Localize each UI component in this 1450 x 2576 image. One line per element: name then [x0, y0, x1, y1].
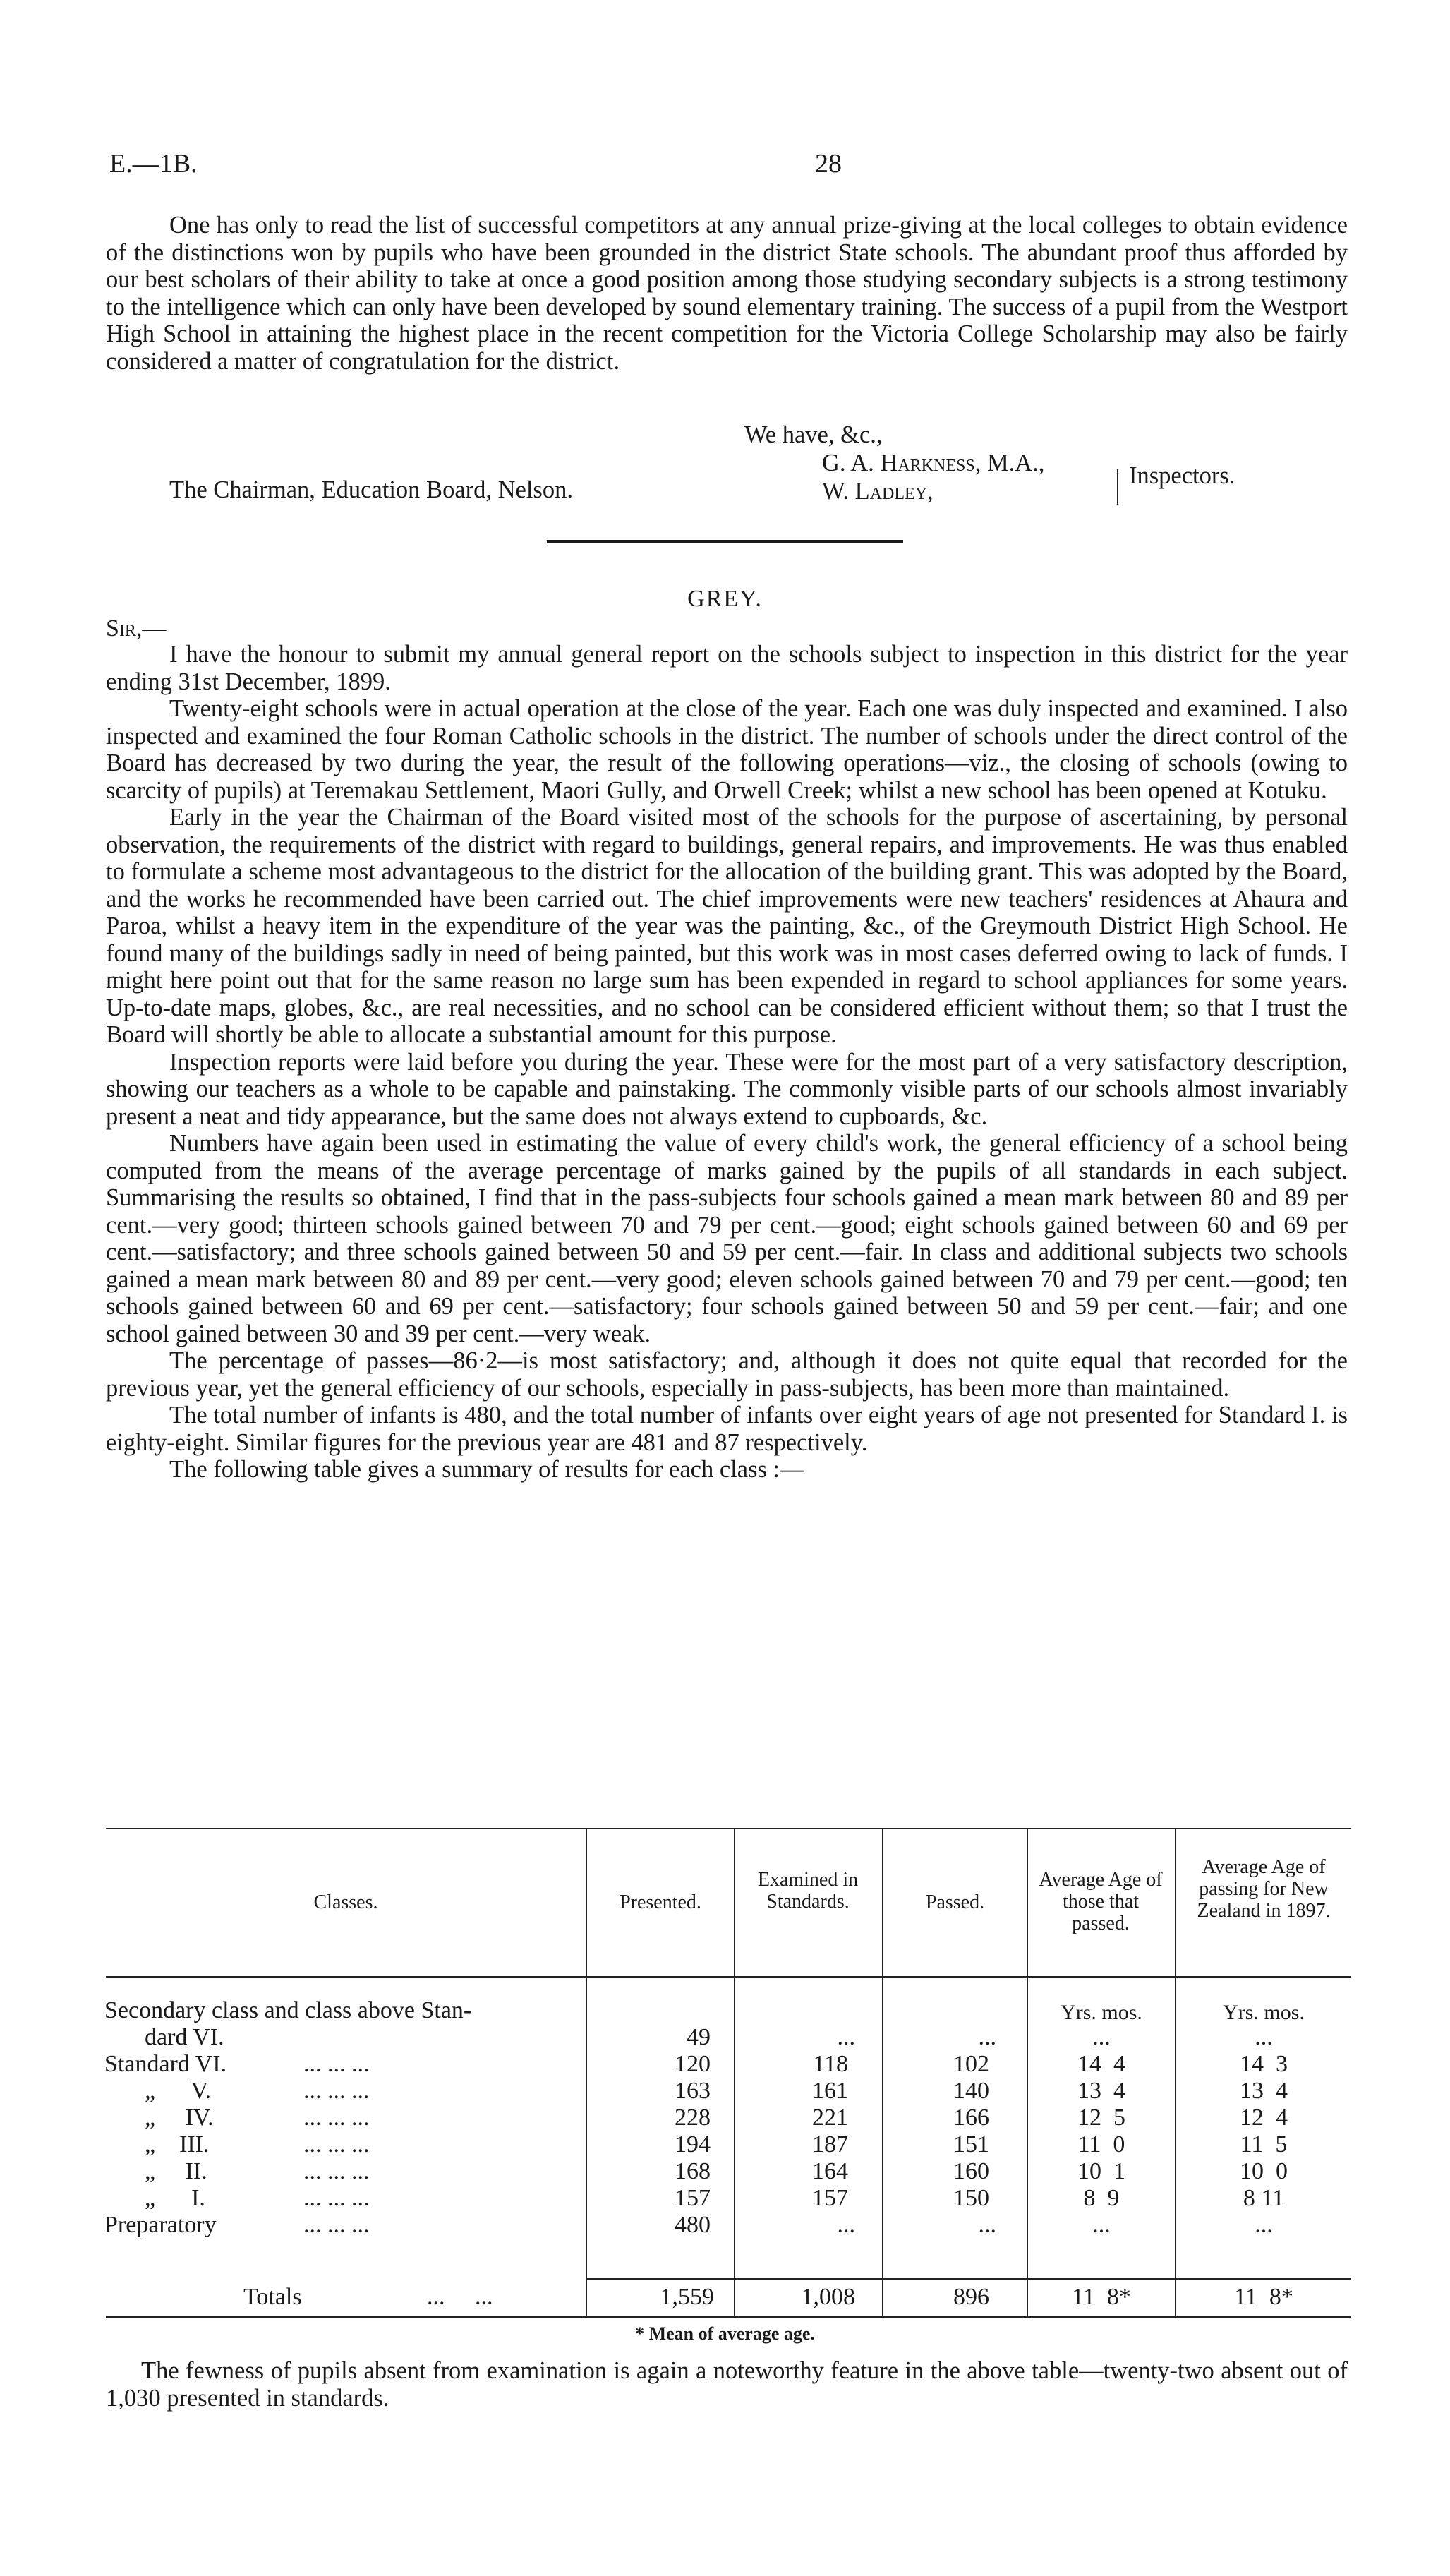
row-leader-dots: ... ... ...	[303, 2051, 370, 2077]
signoff-role: Inspectors.	[1129, 462, 1235, 489]
cell-examined: 157	[812, 2185, 848, 2211]
header-examined: Examined in Standards.	[757, 1869, 859, 1913]
signoff-inspector-2: W. Ladley,	[822, 478, 934, 505]
header-classes: Classes.	[313, 1891, 378, 1913]
signoff-addressee: The Chairman, Education Board, Nelson.	[169, 476, 573, 503]
header-average-age: Average Age of those that passed.	[1039, 1869, 1163, 1934]
section-title: GREY.	[687, 586, 763, 612]
row-leader-dots: ... ... ...	[303, 2185, 370, 2211]
report-paragraph: The total number of infants is 480, and the total number of infants over eight years of age not presented for Standard I. is eighty-eight. Similar figures for the previous year are 481 and 87 respectively.	[106, 1402, 1348, 1456]
cell-average-age: ...	[1092, 2212, 1111, 2238]
row-label: „ IV.	[145, 2105, 214, 2131]
cell-examined: 221	[812, 2105, 848, 2131]
document-reference: E.—1B.	[109, 149, 198, 179]
cell-average-age: 8 9	[1083, 2185, 1120, 2211]
report-paragraph: Twenty-eight schools were in actual operation at the close of the year. Each one was duly inspected and examined. I also inspected and examined the four Roman Catholic schools in the district. The number of schools under the direct control of the Board has decreased by two during the year, the result of the following operations—viz., the closing of schools (owing to scarcity of pupils) at Teremakau Settlement, Maori Gully, and Orwell Creek; whilst a new school has been opened at Kotuku.	[106, 695, 1348, 804]
cell-examined: 161	[812, 2078, 848, 2104]
cell-average-age-nz: ...	[1255, 2024, 1273, 2050]
report-paragraph: The percentage of passes—86·2—is most satisfactory; and, although it does not quite equal that recorded for the previous year, yet the general efficiency of our schools, especially in pass-subjects, has been more than maintained.	[106, 1347, 1348, 1402]
cell-passed: 140	[953, 2078, 989, 2104]
report-paragraph: Inspection reports were laid before you during the year. These were for the most part of a very satisfactory description, showing our teachers as a whole to be capable and painstaking. The commonly visible parts of our schools almost invariably present a neat and tidy appearance, but the same does not always extend to cupboards, &c.	[106, 1048, 1348, 1130]
table-footnote: * Mean of average age.	[635, 2323, 815, 2344]
cell-passed: 160	[953, 2158, 989, 2184]
cell-examined: ...	[837, 2212, 855, 2238]
row-leader-dots: ... ... ...	[303, 2078, 370, 2104]
cell-examined: 164	[812, 2158, 848, 2184]
page-number: 28	[815, 149, 842, 179]
total-passed: 896	[953, 2284, 989, 2310]
cell-presented: 480	[675, 2212, 711, 2238]
row-leader-dots: ... ... ...	[303, 2131, 370, 2157]
cell-passed: 102	[953, 2051, 989, 2077]
cell-passed: 166	[953, 2105, 989, 2131]
totals-label: Totals	[243, 2284, 302, 2310]
totals-leader-dots: ... ...	[427, 2284, 493, 2310]
cell-examined: 118	[813, 2051, 848, 2077]
row-label: Preparatory	[104, 2212, 217, 2238]
cell-presented: 157	[675, 2185, 711, 2211]
header-passed: Passed.	[925, 1891, 985, 1913]
row-label: Standard VI.	[104, 2051, 227, 2077]
report-paragraph: Early in the year the Chairman of the Board visited most of the schools for the purpose of ascertaining, by personal observation, the requirements of the district with regard to buildings, general repairs, and improvements. He was thus enabled to formulate a scheme most advantageous to the district for the allocation of the building grant. This was adopted by the Board, and the works he recommended have been carried out. The chief improvements were new teachers' residences at Ahaura and Paroa, whilst a heavy item in the expenditure of the year was the painting, &c., of the Greymouth District High School. He found many of the buildings sadly in need of being painted, but this work was in most cases deferred owing to lack of funds. I might here point out that for the same reason no large sum has been expended in regard to school appliances for some years. Up-to-date maps, globes, &c., are real necessities, and no school can be considered efficient without them; so that I trust the Board will shortly be able to allocate a substantial amount for this purpose.	[106, 804, 1348, 1048]
cell-average-age-nz: 13 4	[1240, 2078, 1288, 2104]
row-leader-dots: ... ... ...	[303, 2158, 370, 2184]
cell-presented: 120	[675, 2051, 711, 2077]
row-leader-dots: ... ... ...	[303, 2105, 370, 2131]
cell-examined: 187	[812, 2131, 848, 2157]
closing-section	[106, 2357, 1348, 2412]
total-examined: 1,008	[801, 2284, 855, 2310]
row-label: Secondary class and class above Stan-	[104, 1997, 472, 2023]
report-paragraph: I have the honour to submit my annual general report on the schools subject to inspection in this district for the year ending 31st December, 1899.	[106, 641, 1348, 695]
row-label: dard VI.	[145, 2024, 224, 2050]
report-body	[106, 641, 1348, 1483]
cell-average-age-nz: 14 3	[1240, 2051, 1288, 2077]
cell-average-age: 10 1	[1077, 2158, 1125, 2184]
signoff-brace	[1117, 469, 1125, 505]
report-paragraph: Numbers have again been used in estimating the value of every child's work, the general efficiency of a school being computed from the means of the average percentage of marks gained by the pupils of all standards in each subject. Summarising the results so obtained, I find that in the pass-subjects four schools gained a mean mark between 80 and 89 per cent.—very good; thirteen schools gained between 70 and 79 per cent.—good; eight schools gained between 60 and 69 per cent.—satisfactory; and three schools gained between 50 and 59 per cent.—fair. In class and additional subjects two schools gained a mean mark between 80 and 89 per cent.—very good; eleven schools gained between 70 and 79 per cent.—good; ten schools gained between 60 and 69 per cent.—satisfactory; four schools gained between 50 and 59 per cent.—fair; and one school gained between 30 and 39 per cent.—very weak.	[106, 1130, 1348, 1347]
row-label: „ V.	[145, 2078, 212, 2104]
total-average-age: 11 8*	[1072, 2284, 1131, 2310]
table-totals-rule	[586, 2278, 1351, 2280]
cell-presented: 49	[687, 2024, 711, 2050]
signoff-block	[106, 420, 1348, 512]
cell-presented: 194	[675, 2131, 711, 2157]
table-header-rule	[106, 1976, 1351, 1978]
intro-section	[106, 212, 1348, 375]
cell-average-age: ...	[1092, 2024, 1111, 2050]
cell-average-age: 11 0	[1077, 2131, 1125, 2157]
cell-average-age-nz: ...	[1255, 2212, 1273, 2238]
report-paragraph: The following table gives a summary of results for each class :—	[169, 1456, 804, 1483]
total-presented: 1,559	[660, 2284, 714, 2310]
page-header	[109, 148, 1351, 183]
cell-presented: 228	[675, 2105, 711, 2131]
cell-average-age-nz: 8 11	[1243, 2185, 1285, 2211]
header-average-age-nz: Average Age of passing for New Zealand in 1897.	[1197, 1856, 1331, 1922]
salutation: Sir,—	[106, 615, 167, 642]
cell-presented: 168	[675, 2158, 711, 2184]
intro-paragraph: One has only to read the list of successful competitors at any annual prize-giving at the local colleges to obtain evidence of the distinctions won by pupils who have been grounded in the district State schools. The abundant proof thus afforded by our best scholars of their ability to take at once a good position among those studying secondary subjects is a strong testimony to the intelligence which can only have been developed by sound elementary training. The success of a pupil from the Westport High School in attaining the highest place in the recent competition for the Victoria College Scholarship may also be fairly considered a matter of congratulation for the district.	[106, 212, 1348, 375]
units-years-months: Yrs. mos.	[1223, 2001, 1305, 2024]
cell-passed: ...	[978, 2024, 996, 2050]
row-label: „ I.	[145, 2185, 205, 2211]
header-presented: Presented.	[620, 1891, 701, 1913]
row-leader-dots: ... ... ...	[303, 2212, 370, 2238]
units-years-months: Yrs. mos.	[1061, 2001, 1142, 2024]
signoff-we-have: We have, &c.,	[744, 421, 883, 448]
cell-passed: 150	[953, 2185, 989, 2211]
signoff-inspector-1: G. A. Harkness, M.A.,	[822, 450, 1045, 476]
cell-average-age: 13 4	[1077, 2078, 1125, 2104]
row-label: „ II.	[145, 2158, 207, 2184]
cell-presented: 163	[675, 2078, 711, 2104]
row-label: „ III.	[145, 2131, 210, 2157]
cell-average-age-nz: 10 0	[1240, 2158, 1288, 2184]
cell-average-age: 14 4	[1077, 2051, 1125, 2077]
cell-passed: ...	[978, 2212, 996, 2238]
closing-paragraph: The fewness of pupils absent from examination is again a noteworthy feature in the above table—twenty-two absent out of 1,030 presented in standards.	[106, 2357, 1348, 2412]
section-divider	[547, 540, 903, 543]
cell-examined: ...	[837, 2024, 855, 2050]
cell-average-age-nz: 11 5	[1240, 2131, 1288, 2157]
cell-average-age-nz: 12 4	[1240, 2105, 1288, 2131]
table-bottom-rule	[106, 2316, 1351, 2318]
table-top-rule	[106, 1828, 1351, 1829]
cell-passed: 151	[953, 2131, 989, 2157]
total-average-age-nz: 11 8*	[1234, 2284, 1293, 2310]
cell-average-age: 12 5	[1077, 2105, 1125, 2131]
